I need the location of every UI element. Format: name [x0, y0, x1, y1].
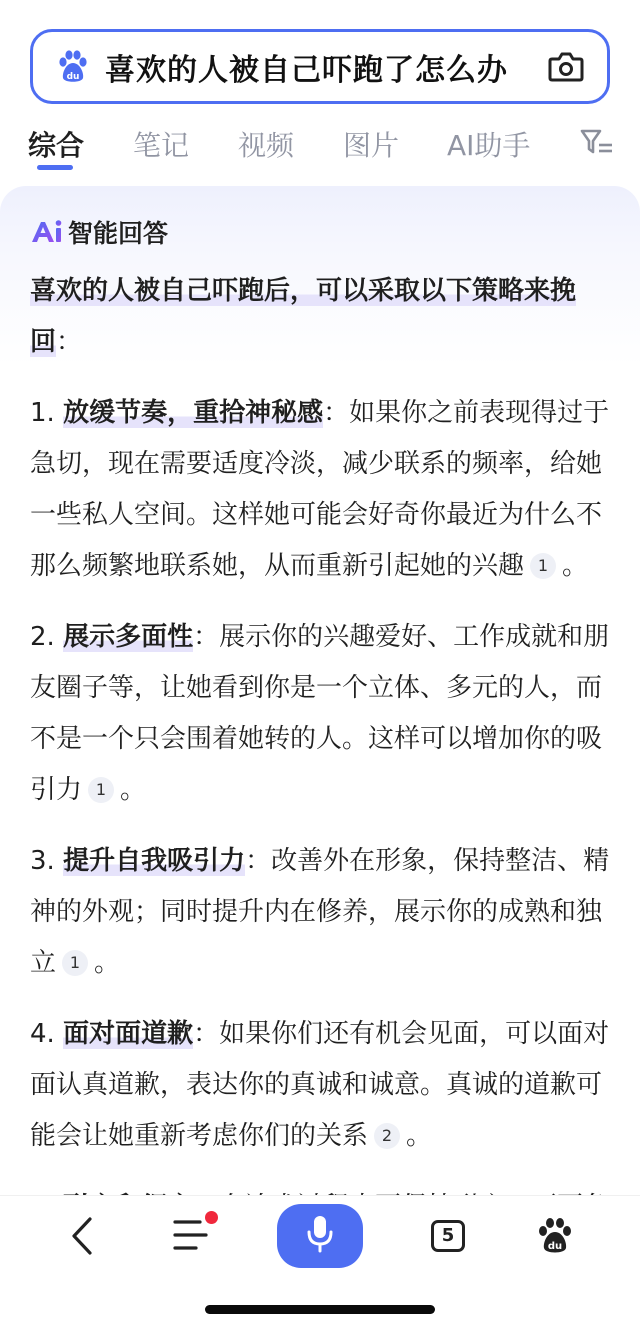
item-number: 2.	[30, 622, 64, 652]
item-body: ：改善外在形象，保持整洁、精神的外观；同时提升内在修养，展示你的成熟和独立	[30, 846, 610, 978]
item-end: 。	[94, 948, 121, 978]
search-tabs	[0, 118, 640, 178]
answer-item	[30, 836, 610, 989]
tab-videos[interactable]: 视频	[238, 129, 295, 162]
home-indicator[interactable]	[205, 1305, 435, 1314]
intro-highlight: 喜欢的人被自己吓跑后，可以采取以下策略来挽	[30, 276, 577, 306]
item-body: ：展示你的兴趣爱好、工作成就和朋友圈子等，让她看到你是一个立体、多元的人，而不是一个只会围着她转的人。这样可以增加你的吸引力	[30, 622, 610, 805]
citation-badge[interactable]: 1	[530, 553, 556, 579]
back-icon[interactable]	[66, 1216, 102, 1256]
item-end: 。	[120, 775, 147, 805]
search-bar[interactable]	[30, 29, 610, 104]
ai-answer-header	[30, 214, 168, 250]
tab-all[interactable]: 综合	[28, 129, 85, 162]
answer-item	[30, 1009, 610, 1162]
svg-text:du: du	[66, 71, 80, 82]
mic-icon	[305, 1214, 335, 1258]
notification-dot	[205, 1211, 218, 1224]
intro-highlight-end: 回	[30, 327, 57, 357]
item-body: ：如果你之前表现得过于急切，现在需要适度冷淡，减少联系的频率，给她一些私人空间。这样她可能会好奇你最近为什么不那么频繁地联系她，从而重新引起她的兴趣	[30, 398, 610, 581]
item-end: 。	[562, 551, 589, 581]
filter-icon[interactable]	[580, 128, 614, 158]
bottom-toolbar	[0, 1195, 640, 1329]
active-tab-indicator	[37, 165, 73, 170]
ai-answer-card	[0, 186, 640, 1226]
item-number: 4.	[30, 1019, 64, 1049]
baidu-paw-icon	[55, 49, 91, 85]
item-heading: 面对面道歉	[63, 1019, 194, 1049]
answer-intro	[30, 266, 610, 368]
tab-notes[interactable]: 笔记	[133, 129, 190, 162]
intro-tail: ：	[56, 327, 83, 357]
item-number: 1.	[30, 398, 64, 428]
baidu-home-icon[interactable]	[535, 1216, 575, 1256]
ai-answer-body	[30, 266, 610, 1304]
ai-logo-icon	[30, 218, 64, 246]
tab-count-button[interactable]: 5	[431, 1220, 465, 1252]
item-end: 。	[406, 1121, 433, 1151]
voice-search-button[interactable]	[277, 1204, 363, 1268]
item-number: 3.	[30, 846, 64, 876]
item-body: ：如果你们还有机会见面，可以面对面认真道歉，表达你的真诚和诚意。真诚的道歉可能会让她重新考虑你们的关系	[30, 1019, 610, 1151]
item-heading: 展示多面性	[63, 622, 194, 652]
citation-badge[interactable]: 2	[374, 1123, 400, 1149]
citation-badge[interactable]: 1	[62, 950, 88, 976]
camera-icon[interactable]	[547, 50, 585, 84]
item-heading: 提升自我吸引力	[63, 846, 246, 876]
ai-answer-title: 智能回答	[68, 219, 169, 248]
svg-text:du: du	[547, 1241, 563, 1252]
tab-ai-assistant[interactable]: AI助手	[447, 129, 531, 162]
answer-item	[30, 388, 610, 592]
item-heading: 放缓节奏，重拾神秘感	[63, 398, 324, 428]
answer-item	[30, 612, 610, 816]
search-input[interactable]: 喜欢的人被自己吓跑了怎么办	[105, 52, 508, 88]
tab-images[interactable]: 图片	[343, 129, 400, 162]
citation-badge[interactable]: 1	[88, 777, 114, 803]
